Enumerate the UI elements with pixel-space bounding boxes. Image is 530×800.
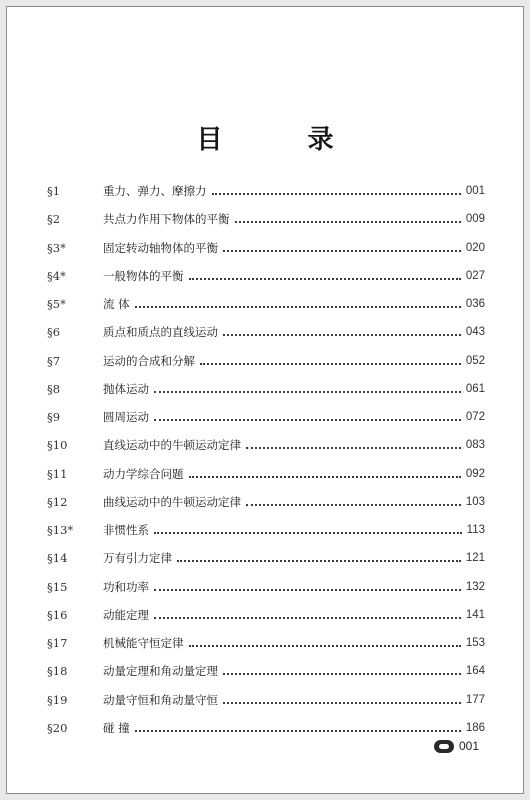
section-number: §7 [47, 353, 61, 368]
toc-entry [47, 657, 485, 685]
dot-leader [246, 447, 461, 449]
section-title: 动能定理 [103, 607, 149, 622]
section-title: 万有引力定律 [103, 551, 172, 566]
section-number: §10 [47, 438, 68, 453]
dot-leader [154, 391, 461, 393]
toc-entry [47, 290, 485, 318]
toc-entry [47, 516, 485, 544]
section-title: 动力学综合问题 [103, 466, 184, 481]
page-ref: 043 [465, 326, 485, 339]
page-title: 目 录 [196, 125, 372, 155]
section-title: 碰 撞 [103, 720, 130, 735]
dot-leader [200, 363, 461, 365]
toc-entry [47, 318, 485, 346]
section-number: §1 [47, 184, 61, 199]
dot-leader [154, 419, 461, 421]
section-number: §3* [47, 240, 66, 255]
page-ref: 153 [465, 637, 485, 650]
section-title: 动量定理和角动量定理 [103, 664, 218, 679]
dot-leader [154, 589, 461, 591]
page-ref: 001 [465, 185, 485, 198]
toc-entry [47, 601, 485, 629]
dot-leader [189, 645, 461, 647]
section-number: §17 [47, 636, 68, 651]
dot-leader [235, 221, 461, 223]
section-number: §20 [47, 720, 68, 735]
page-ref: 121 [465, 552, 485, 565]
dot-leader [223, 250, 461, 252]
toc-entry [47, 403, 485, 431]
page-ref: 186 [465, 721, 485, 734]
dot-leader [189, 476, 461, 478]
page-ref: 052 [465, 354, 485, 367]
section-title: 曲线运动中的牛顿运动定律 [103, 494, 241, 509]
section-title: 质点和质点的直线运动 [103, 325, 218, 340]
section-title: 运动的合成和分解 [103, 353, 195, 368]
page-ref: 177 [465, 693, 485, 706]
section-number: §15 [47, 579, 68, 594]
section-title: 动量守恒和角动量守恒 [103, 692, 218, 707]
section-number: §11 [47, 466, 68, 481]
section-title: 非惯性系 [103, 523, 149, 538]
dot-leader [223, 334, 461, 336]
dot-leader [223, 673, 461, 675]
table-of-contents [47, 177, 485, 742]
section-title: 机械能守恒定律 [103, 636, 184, 651]
document-page [6, 6, 524, 794]
section-number: §14 [47, 551, 68, 566]
toc-entry [47, 460, 485, 488]
page-ref: 083 [465, 439, 485, 452]
page-ref: 027 [465, 269, 485, 282]
page-ref: 113 [466, 524, 485, 537]
section-number: §6 [47, 325, 61, 340]
page-number: 001 [458, 739, 479, 753]
page-ref: 061 [465, 382, 485, 395]
dot-leader [154, 532, 462, 534]
section-number: §4* [47, 268, 66, 283]
page-ref: 164 [465, 665, 485, 678]
toc-entry [47, 714, 485, 742]
dot-leader [223, 702, 461, 704]
page-ref: 020 [465, 241, 485, 254]
section-number: §13* [47, 523, 74, 538]
page-ref: 103 [465, 495, 485, 508]
section-title: 固定转动轴物体的平衡 [103, 240, 218, 255]
toc-entry [47, 262, 485, 290]
section-number: §5* [47, 297, 66, 312]
dot-leader [135, 730, 461, 732]
toc-entry [47, 488, 485, 516]
section-title: 一般物体的平衡 [103, 268, 184, 283]
dot-leader [246, 504, 461, 506]
page-ref: 092 [465, 467, 485, 480]
section-title: 功和功率 [103, 579, 149, 594]
page-badge-icon [434, 740, 454, 753]
toc-entry [47, 234, 485, 262]
section-number: §8 [47, 381, 61, 396]
toc-entry [47, 544, 485, 572]
section-number: §2 [47, 212, 61, 227]
toc-entry [47, 686, 485, 714]
page-ref: 141 [465, 608, 485, 621]
dot-leader [154, 617, 461, 619]
section-title: 直线运动中的牛顿运动定律 [103, 438, 241, 453]
toc-entry [47, 629, 485, 657]
section-number: §18 [47, 664, 68, 679]
toc-entry [47, 431, 485, 459]
page-ref: 132 [465, 580, 485, 593]
section-title: 共点力作用下物体的平衡 [103, 212, 230, 227]
badge-inner-shape [439, 744, 449, 749]
page-ref: 009 [465, 213, 485, 226]
section-title: 流 体 [103, 297, 130, 312]
section-number: §19 [47, 692, 68, 707]
toc-entry [47, 375, 485, 403]
toc-entry [47, 573, 485, 601]
dot-leader [189, 278, 461, 280]
dot-leader [135, 306, 461, 308]
toc-entry [47, 177, 485, 205]
toc-entry [47, 347, 485, 375]
section-title: 圆周运动 [103, 410, 149, 425]
page-ref: 072 [465, 411, 485, 424]
dot-leader [177, 560, 461, 562]
page-footer [434, 739, 479, 753]
section-number: §16 [47, 607, 68, 622]
section-title: 重力、弹力、摩擦力 [103, 184, 207, 199]
section-number: §12 [47, 494, 68, 509]
section-number: §9 [47, 410, 61, 425]
page-ref: 036 [465, 298, 485, 311]
dot-leader [212, 193, 461, 195]
section-title: 抛体运动 [103, 381, 149, 396]
toc-entry [47, 205, 485, 233]
